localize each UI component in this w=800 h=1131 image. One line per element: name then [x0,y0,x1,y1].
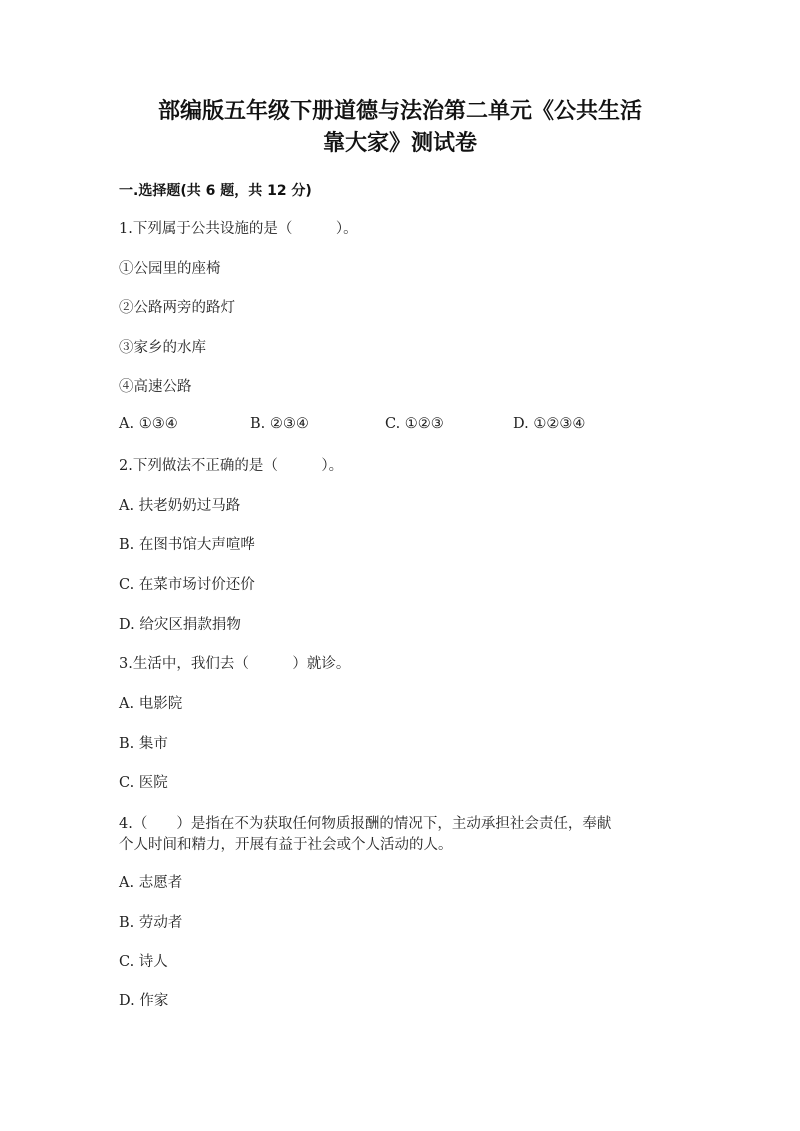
title-line-2: 靠大家》测试卷 [322,131,477,156]
question-1-item: ③家乡的水库 [119,340,206,356]
question-4-option-a[interactable]: A. 志愿者 [119,875,183,891]
question-1-item: ④高速公路 [119,379,192,395]
question-2-option-a[interactable]: A. 扶老奶奶过马路 [119,498,241,514]
question-1-option-d[interactable]: D. ①②③④ [513,416,586,432]
question-2-option-b[interactable]: B. 在图书馆大声喧哗 [119,537,255,553]
question-1-stem: 1.下列属于公共设施的是（ ）。 [119,221,358,237]
question-3-option-c[interactable]: C. 医院 [119,775,168,791]
question-3-option-b[interactable]: B. 集市 [119,736,168,752]
question-2-option-d[interactable]: D. 给灾区捐款捐物 [119,617,241,633]
question-4-option-b[interactable]: B. 劳动者 [119,915,183,931]
question-4-stem-line-1: 4.（ ）是指在不为获取任何物质报酬的情况下，主动承担社会责任，奉献 [119,816,612,832]
title-line-1: 部编版五年级下册道德与法治第二单元《公共生活 [157,99,642,124]
question-4-option-c[interactable]: C. 诗人 [119,954,168,970]
question-3-stem: 3.生活中，我们去（ ）就诊。 [119,656,351,672]
question-3-option-a[interactable]: A. 电影院 [119,696,183,712]
question-2-stem: 2.下列做法不正确的是（ ）。 [119,458,344,474]
question-1-option-a[interactable]: A. ①③④ [119,416,178,432]
question-1-item: ②公路两旁的路灯 [119,300,235,316]
question-2-option-c[interactable]: C. 在菜市场讨价还价 [119,577,255,593]
question-1-option-c[interactable]: C. ①②③ [385,416,444,432]
question-4-option-d[interactable]: D. 作家 [119,993,169,1009]
question-1-option-b[interactable]: B. ②③④ [250,416,309,432]
section-heading: 一.选择题(共 6 题，共 12 分) [119,183,312,199]
question-4-stem-line-2: 个人时间和精力，开展有益于社会或个人活动的人。 [119,837,453,853]
page-title [100,96,700,160]
question-1-item: ①公园里的座椅 [119,261,221,277]
